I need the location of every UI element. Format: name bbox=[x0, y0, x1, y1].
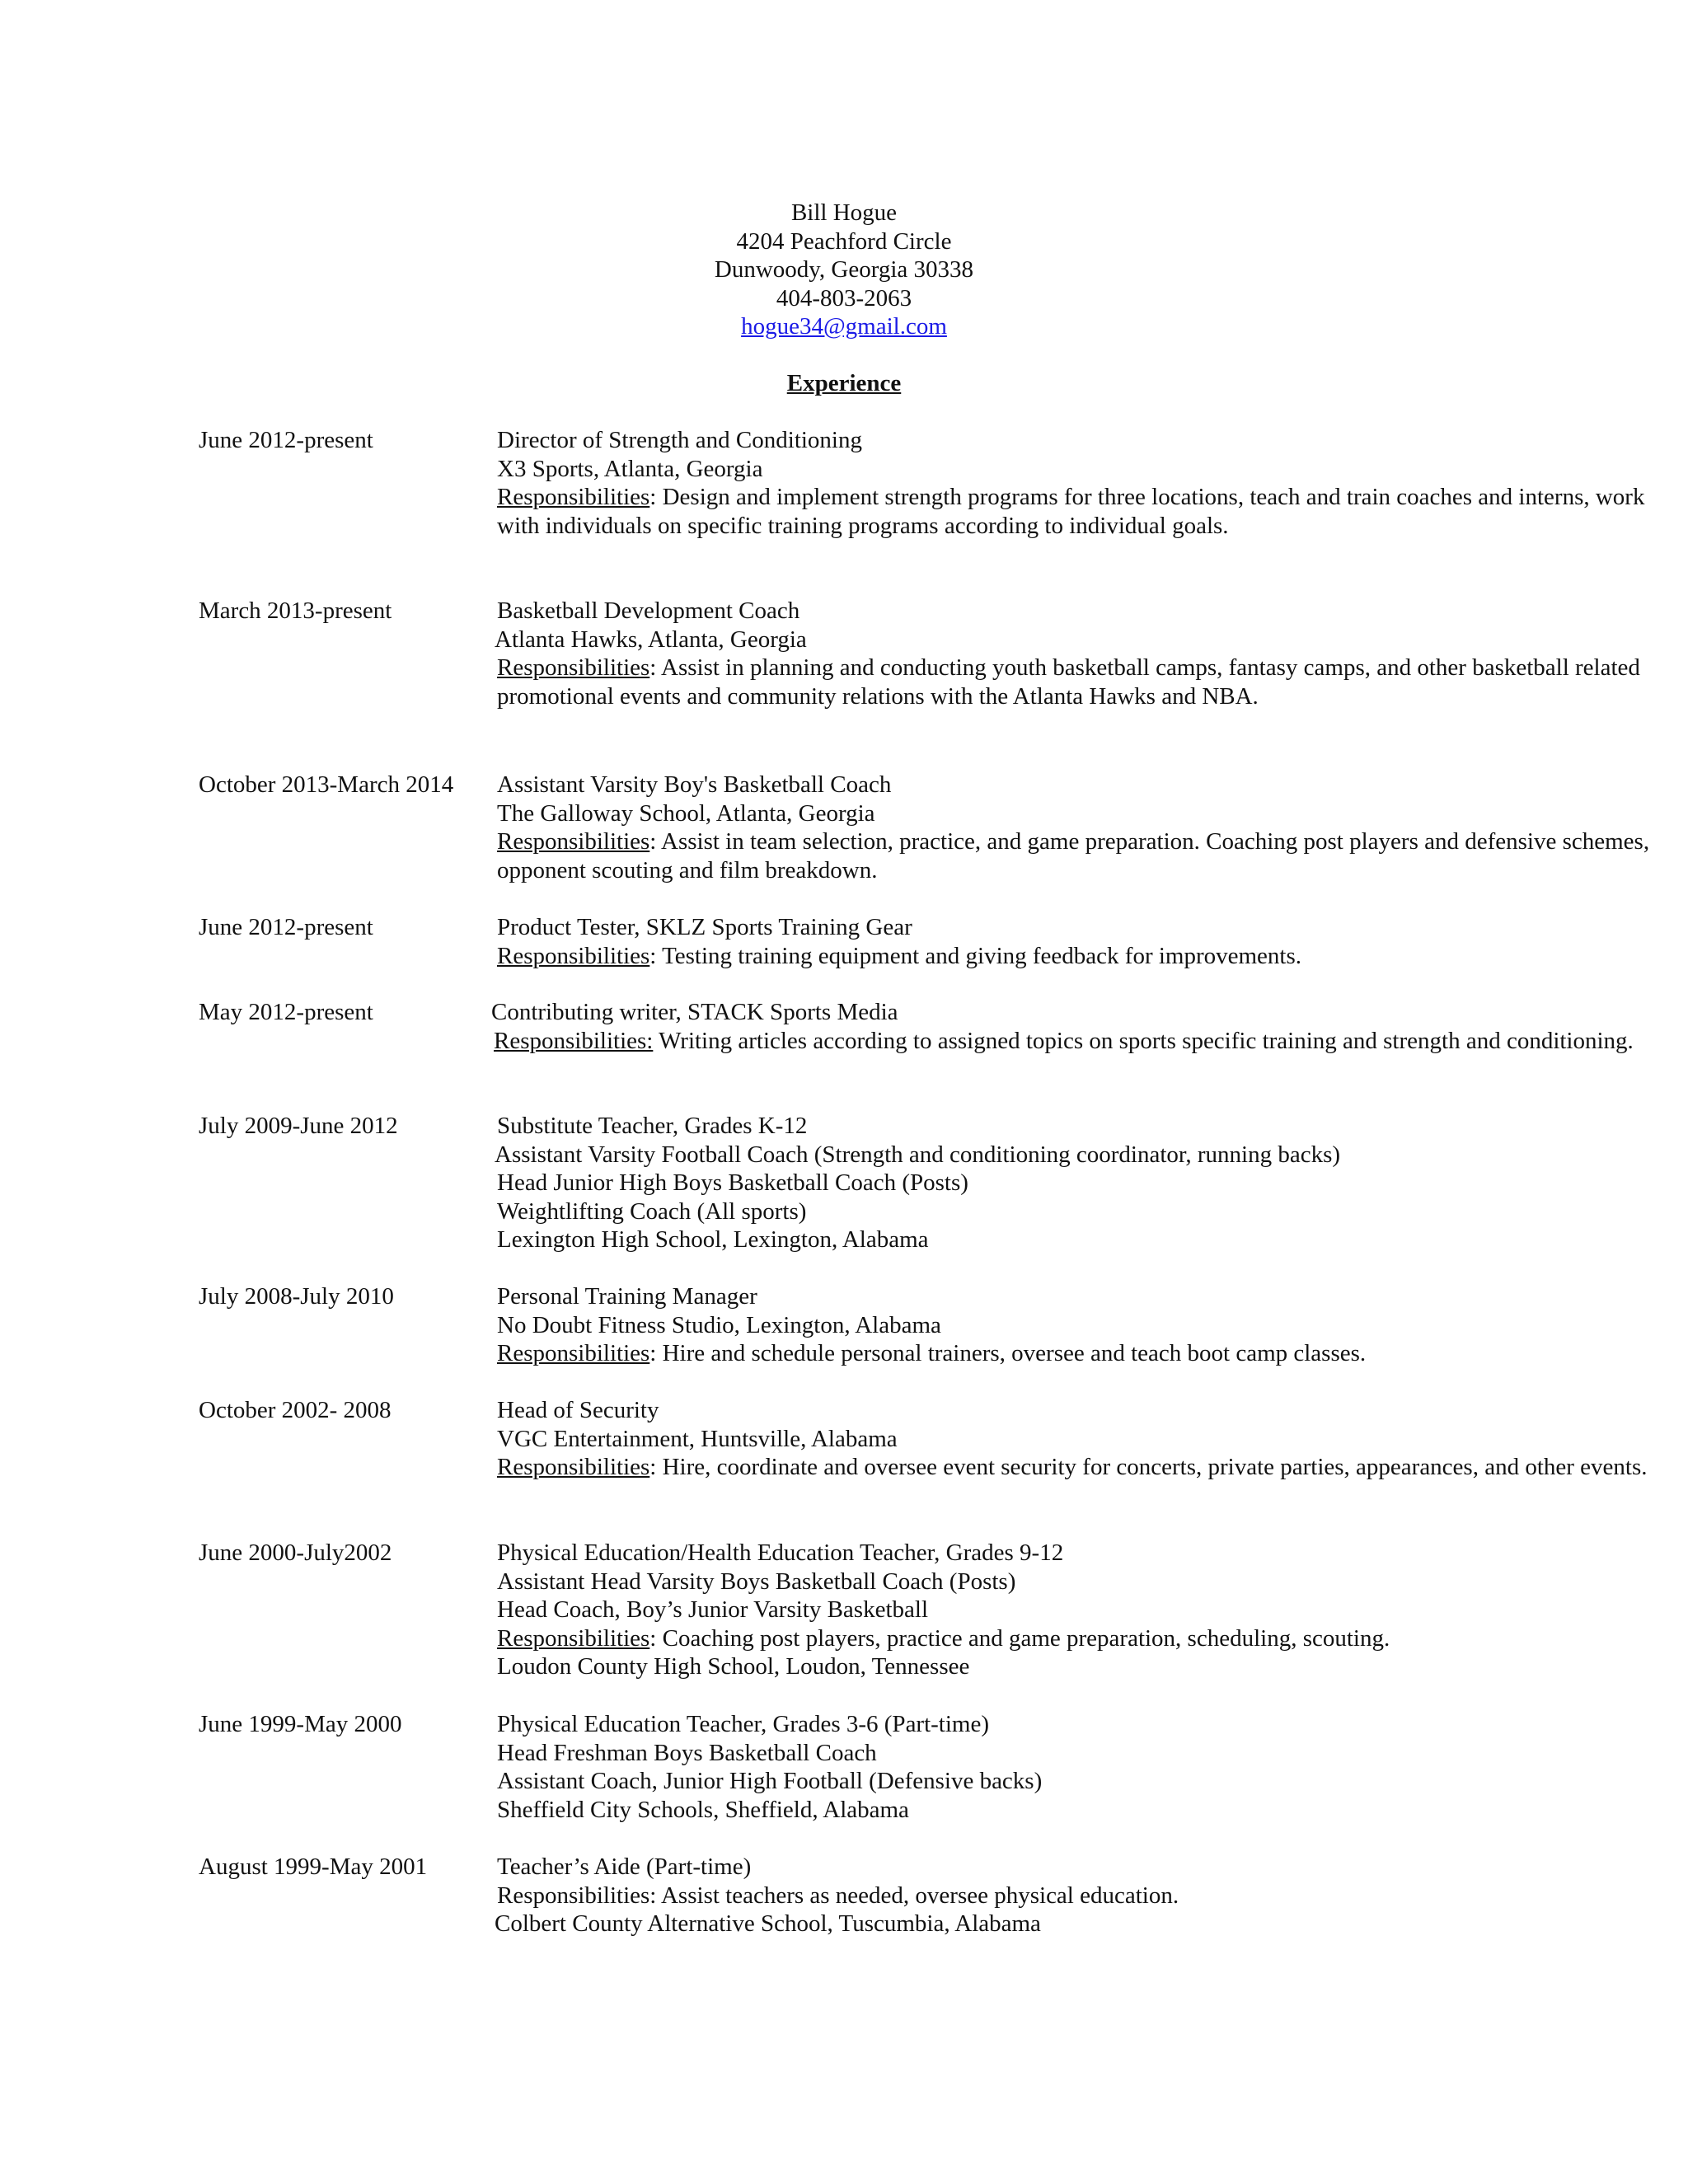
responsibilities-label: Responsibilities bbox=[497, 1624, 650, 1652]
entry-date: July 2009-June 2012 bbox=[199, 1113, 398, 1139]
responsibilities-text: Writing articles according to assigned topics on sports specific training and strength and conditioning. bbox=[653, 1027, 1634, 1054]
entry-details bbox=[497, 1282, 1667, 1368]
entry-details bbox=[497, 1396, 1667, 1482]
responsibilities bbox=[497, 827, 1667, 884]
responsibilities-label: Responsibilities bbox=[497, 1340, 650, 1366]
responsibilities-text: : Design and implement strength programs for three locations, teach and train coaches and interns, work with individuals on specific training programs according to individual goals. bbox=[497, 484, 1645, 539]
employer-location: The Galloway School, Atlanta, Georgia bbox=[497, 799, 875, 827]
employer-location: Loudon County High School, Loudon, Tennessee bbox=[497, 1653, 970, 1680]
entry-details bbox=[497, 913, 1667, 970]
entry-date: June 2012-present bbox=[199, 427, 373, 453]
entry-date: May 2012-present bbox=[199, 999, 373, 1025]
entry-date: March 2013-present bbox=[199, 598, 392, 624]
responsibilities-label: Responsibilities bbox=[497, 484, 650, 510]
entry-date: August 1999-May 2001 bbox=[199, 1854, 428, 1880]
entry-details bbox=[497, 771, 1667, 884]
entry-date: October 2002- 2008 bbox=[199, 1397, 392, 1423]
job-title: Physical Education/Health Education Teacher, Grades 9-12 bbox=[497, 1540, 1064, 1566]
entry-details bbox=[497, 1539, 1667, 1681]
applicant-name: Bill Hogue bbox=[790, 199, 898, 226]
employer-location: Atlanta Hawks, Atlanta, Georgia bbox=[495, 626, 807, 653]
employer-location: No Doubt Fitness Studio, Lexington, Alabama bbox=[497, 1311, 941, 1338]
address-line-1: 4204 Peachford Circle bbox=[736, 227, 952, 255]
job-title: Head of Security bbox=[497, 1397, 659, 1423]
responsibilities bbox=[497, 1339, 1667, 1368]
entry-date: June 2012-present bbox=[199, 914, 373, 940]
job-title: Basketball Development Coach bbox=[497, 598, 800, 624]
entry-date: June 2000-July2002 bbox=[199, 1540, 392, 1566]
job-title: Substitute Teacher, Grades K-12 bbox=[497, 1113, 808, 1139]
responsibilities-label: Responsibilities bbox=[497, 828, 650, 855]
employer-location: Sheffield City Schools, Sheffield, Alabama bbox=[497, 1796, 909, 1823]
entry-date: October 2013-March 2014 bbox=[199, 771, 454, 798]
job-title: Head Freshman Boys Basketball Coach bbox=[497, 1739, 877, 1766]
responsibilities-label: Responsibilities: bbox=[494, 1027, 654, 1054]
job-title: Teacher’s Aide (Part-time) bbox=[497, 1854, 752, 1880]
experience-heading: Experience bbox=[786, 370, 902, 396]
job-title: Head Junior High Boys Basketball Coach (Posts) bbox=[497, 1169, 968, 1196]
entry-details bbox=[497, 426, 1667, 540]
responsibilities-text: : Hire, coordinate and oversee event security for concerts, private parties, appearances, and other events. bbox=[649, 1454, 1648, 1480]
entry-details bbox=[491, 998, 1662, 1055]
employer-location: Colbert County Alternative School, Tuscumbia, Alabama bbox=[495, 1910, 1041, 1937]
job-title: Weightlifting Coach (All sports) bbox=[497, 1197, 807, 1225]
job-title: Assistant Coach, Junior High Football (Defensive backs) bbox=[497, 1768, 1043, 1794]
responsibilities bbox=[497, 483, 1667, 540]
job-title: Assistant Varsity Football Coach (Strength and conditioning coordinator, running backs) bbox=[495, 1141, 1341, 1168]
responsibilities-text: : Assist in planning and conducting youth basketball camps, fantasy camps, and other basketball related promotional events and community relations with the Atlanta Hawks and NBA. bbox=[497, 654, 1640, 710]
employer-location: Lexington High School, Lexington, Alabama bbox=[497, 1226, 929, 1253]
responsibilities-label: Responsibilities bbox=[497, 942, 650, 969]
employer-location: VGC Entertainment, Huntsville, Alabama bbox=[497, 1425, 898, 1452]
address-line-2: Dunwoody, Georgia 30338 bbox=[714, 256, 974, 283]
entry-details bbox=[497, 1112, 1667, 1254]
responsibilities-text: : Hire and schedule personal trainers, oversee and teach boot camp classes. bbox=[649, 1340, 1367, 1366]
email-link[interactable]: hogue34@gmail.com bbox=[741, 313, 947, 340]
job-title: Product Tester, SKLZ Sports Training Gear bbox=[497, 914, 912, 940]
job-title: Head Coach, Boy’s Junior Varsity Basketball bbox=[497, 1596, 929, 1623]
responsibilities-text: Responsibilities: Assist teachers as needed, oversee physical education. bbox=[497, 1882, 1179, 1909]
entry-details bbox=[497, 1853, 1667, 1938]
responsibilities-text: : Coaching post players, practice and game preparation, scheduling, scouting. bbox=[649, 1624, 1390, 1652]
responsibilities bbox=[497, 1453, 1667, 1482]
job-title: Assistant Varsity Boy's Basketball Coach bbox=[497, 771, 892, 798]
responsibilities-label: Responsibilities bbox=[497, 1454, 650, 1480]
job-title: Assistant Head Varsity Boys Basketball Coach (Posts) bbox=[497, 1568, 1016, 1595]
responsibilities-label: Responsibilities bbox=[497, 654, 650, 681]
responsibilities bbox=[497, 654, 1667, 710]
responsibilities bbox=[497, 942, 1667, 971]
job-title: Director of Strength and Conditioning bbox=[497, 427, 862, 453]
entry-date: July 2008-July 2010 bbox=[199, 1283, 394, 1310]
entry-date: June 1999-May 2000 bbox=[199, 1711, 402, 1737]
contact-header bbox=[0, 199, 1688, 341]
responsibilities-text: : Assist in team selection, practice, and game preparation. Coaching post players and defensive schemes, opponent scouting and film breakdown. bbox=[497, 828, 1650, 883]
job-title: Contributing writer, STACK Sports Media bbox=[491, 999, 898, 1025]
responsibilities bbox=[494, 1027, 1662, 1056]
entry-details bbox=[497, 1710, 1667, 1824]
phone-number: 404-803-2063 bbox=[776, 284, 912, 312]
job-title: Personal Training Manager bbox=[497, 1283, 757, 1310]
entry-details bbox=[497, 597, 1667, 710]
employer-location: X3 Sports, Atlanta, Georgia bbox=[497, 455, 763, 482]
responsibilities-text: : Testing training equipment and giving feedback for improvements. bbox=[649, 942, 1302, 969]
job-title: Physical Education Teacher, Grades 3-6 (Part-time) bbox=[497, 1711, 990, 1737]
responsibilities bbox=[497, 1624, 1667, 1653]
